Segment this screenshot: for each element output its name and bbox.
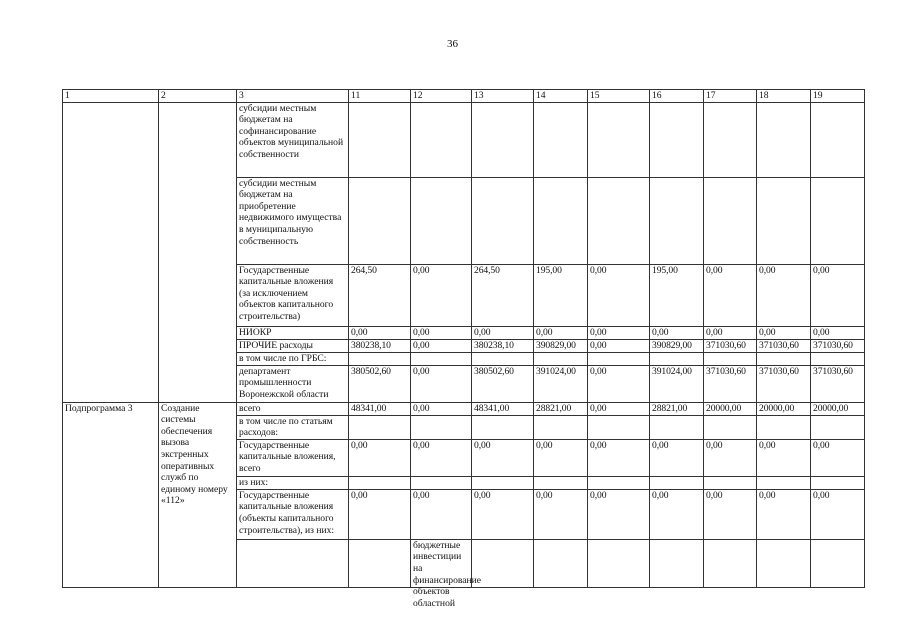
value-cell: 0,00 <box>757 326 811 339</box>
row-description: субсидии местным бюджетам на приобретение недвижимого имущества в муниципальную собственность <box>237 177 349 264</box>
row-description: Государственные капитальные вложения (объекты капитального строительства), из них: <box>237 489 349 539</box>
value-cell: 48341,00 <box>349 402 411 415</box>
header-cell: 16 <box>650 90 704 103</box>
value-cell: 371030,60 <box>704 339 757 352</box>
value-cell <box>472 352 534 365</box>
value-cell: 0,00 <box>704 439 757 476</box>
value-cell: 0,00 <box>472 489 534 539</box>
col2-cell <box>159 102 237 402</box>
value-cell <box>534 177 588 264</box>
value-cell: 0,00 <box>411 264 472 326</box>
value-cell: 0,00 <box>588 264 650 326</box>
value-cell: 0,00 <box>588 489 650 539</box>
row-description: Государственные капитальные вложения, всего <box>237 439 349 476</box>
row-description: бюджетные инвестиции на финансирование объектов областной <box>413 539 482 609</box>
value-cell: 0,00 <box>411 489 472 539</box>
value-cell: 0,00 <box>349 489 411 539</box>
value-cell: 0,00 <box>588 439 650 476</box>
row-description: НИОКР <box>237 326 349 339</box>
value-cell: 0,00 <box>534 439 588 476</box>
value-cell <box>811 352 865 365</box>
value-cell <box>534 476 588 489</box>
value-cell <box>757 177 811 264</box>
budget-table <box>62 89 865 609</box>
value-cell: 0,00 <box>411 402 472 415</box>
value-cell <box>411 476 472 489</box>
value-cell: 391024,00 <box>534 365 588 402</box>
value-cell <box>588 352 650 365</box>
value-cell: 20000,00 <box>757 402 811 415</box>
header-cell: 17 <box>704 90 757 103</box>
value-cell: 0,00 <box>650 489 704 539</box>
value-cell <box>472 415 534 439</box>
value-cell <box>704 476 757 489</box>
value-cell: 28821,00 <box>534 402 588 415</box>
value-cell: 380502,60 <box>472 365 534 402</box>
header-cell: 18 <box>757 90 811 103</box>
value-cell: 380238,10 <box>349 339 411 352</box>
col1-cell <box>63 102 159 402</box>
value-cell: 390829,00 <box>534 339 588 352</box>
header-row <box>63 90 865 103</box>
value-cell <box>811 102 865 177</box>
value-cell <box>349 352 411 365</box>
header-cell: 15 <box>588 90 650 103</box>
value-cell: 28821,00 <box>650 402 704 415</box>
value-cell: 195,00 <box>534 264 588 326</box>
row-description: из них: <box>237 476 349 489</box>
value-cell: 0,00 <box>472 326 534 339</box>
row-description: субсидии местным бюджетам на софинансирование объектов муниципальной собственности <box>237 102 349 177</box>
value-cell <box>588 539 650 587</box>
row-description: в том числе по статьям расходов: <box>237 415 349 439</box>
value-cell <box>349 177 411 264</box>
value-cell <box>704 102 757 177</box>
value-cell <box>472 476 534 489</box>
value-cell: 380502,60 <box>349 365 411 402</box>
value-cell <box>588 476 650 489</box>
value-cell: 0,00 <box>411 365 472 402</box>
value-cell: 0,00 <box>650 326 704 339</box>
row-description: департамент промышленности Воронежской области <box>237 365 349 402</box>
value-cell: 390829,00 <box>650 339 704 352</box>
value-cell: 0,00 <box>650 439 704 476</box>
value-cell <box>811 539 865 587</box>
value-cell <box>757 539 811 587</box>
header-cell: 11 <box>349 90 411 103</box>
value-cell <box>411 102 472 177</box>
value-cell: 0,00 <box>811 264 865 326</box>
value-cell: 391024,00 <box>650 365 704 402</box>
subprogram-title: Создание системы обеспечения вызова экстренных оперативных служб по единому номеру «112» <box>159 402 237 587</box>
value-cell: 20000,00 <box>811 402 865 415</box>
value-cell <box>349 476 411 489</box>
value-cell: 20000,00 <box>704 402 757 415</box>
value-cell <box>704 539 757 587</box>
row-description: Государственные капитальные вложения (за исключением объектов капитального строительства) <box>237 264 349 326</box>
value-cell <box>349 415 411 439</box>
value-cell: 380238,10 <box>472 339 534 352</box>
value-cell: 371030,60 <box>811 365 865 402</box>
value-cell <box>650 476 704 489</box>
value-cell <box>411 415 472 439</box>
row-description: всего <box>237 402 349 415</box>
col2-cell <box>349 539 411 587</box>
value-cell: 264,50 <box>472 264 534 326</box>
table-row <box>63 102 865 177</box>
value-cell: 0,00 <box>757 264 811 326</box>
header-cell: 1 <box>63 90 159 103</box>
value-cell <box>534 352 588 365</box>
value-cell: 0,00 <box>811 489 865 539</box>
value-cell <box>757 102 811 177</box>
value-cell <box>704 352 757 365</box>
value-cell <box>411 352 472 365</box>
value-cell: 371030,60 <box>704 365 757 402</box>
value-cell <box>534 102 588 177</box>
header-cell: 3 <box>237 90 349 103</box>
header-cell: 13 <box>472 90 534 103</box>
header-cell: 14 <box>534 90 588 103</box>
value-cell: 0,00 <box>349 439 411 476</box>
value-cell: 0,00 <box>811 439 865 476</box>
value-cell <box>588 102 650 177</box>
value-cell <box>650 415 704 439</box>
value-cell <box>472 177 534 264</box>
value-cell: 371030,60 <box>811 339 865 352</box>
value-cell: 264,50 <box>349 264 411 326</box>
header-cell: 2 <box>159 90 237 103</box>
value-cell: 0,00 <box>757 489 811 539</box>
value-cell <box>650 352 704 365</box>
value-cell <box>588 177 650 264</box>
subprogram-number: Подпрограмма 3 <box>63 402 159 587</box>
header-cell: 19 <box>811 90 865 103</box>
value-cell: 0,00 <box>534 489 588 539</box>
value-cell <box>650 177 704 264</box>
value-cell: 0,00 <box>757 439 811 476</box>
value-cell <box>811 415 865 439</box>
row-description: в том числе по ГРБС: <box>237 352 349 365</box>
value-cell: 0,00 <box>534 326 588 339</box>
value-cell: 0,00 <box>411 339 472 352</box>
value-cell: 0,00 <box>704 264 757 326</box>
value-cell <box>757 352 811 365</box>
value-cell <box>472 102 534 177</box>
value-cell: 0,00 <box>588 365 650 402</box>
value-cell: 0,00 <box>704 489 757 539</box>
col1-cell <box>237 539 349 587</box>
value-cell <box>704 177 757 264</box>
value-cell: 0,00 <box>411 326 472 339</box>
value-cell <box>534 415 588 439</box>
row-description: ПРОЧИЕ расходы <box>237 339 349 352</box>
row-description-cell <box>411 539 482 609</box>
header-cell: 12 <box>411 90 472 103</box>
value-cell <box>757 476 811 489</box>
value-cell: 371030,60 <box>757 365 811 402</box>
value-cell <box>811 177 865 264</box>
value-cell <box>650 102 704 177</box>
value-cell: 48341,00 <box>472 402 534 415</box>
value-cell: 0,00 <box>588 339 650 352</box>
value-cell <box>757 415 811 439</box>
value-cell: 0,00 <box>588 326 650 339</box>
value-cell <box>650 539 704 587</box>
value-cell: 371030,60 <box>757 339 811 352</box>
value-cell: 0,00 <box>704 326 757 339</box>
value-cell: 0,00 <box>349 326 411 339</box>
value-cell <box>534 539 588 587</box>
page-number: 36 <box>447 38 458 50</box>
value-cell <box>704 415 757 439</box>
value-cell <box>349 102 411 177</box>
value-cell <box>588 415 650 439</box>
value-cell: 195,00 <box>650 264 704 326</box>
value-cell <box>411 177 472 264</box>
value-cell: 0,00 <box>588 402 650 415</box>
value-cell: 0,00 <box>811 326 865 339</box>
table-row <box>63 402 865 415</box>
value-cell: 0,00 <box>472 439 534 476</box>
value-cell: 0,00 <box>411 439 472 476</box>
value-cell <box>811 476 865 489</box>
